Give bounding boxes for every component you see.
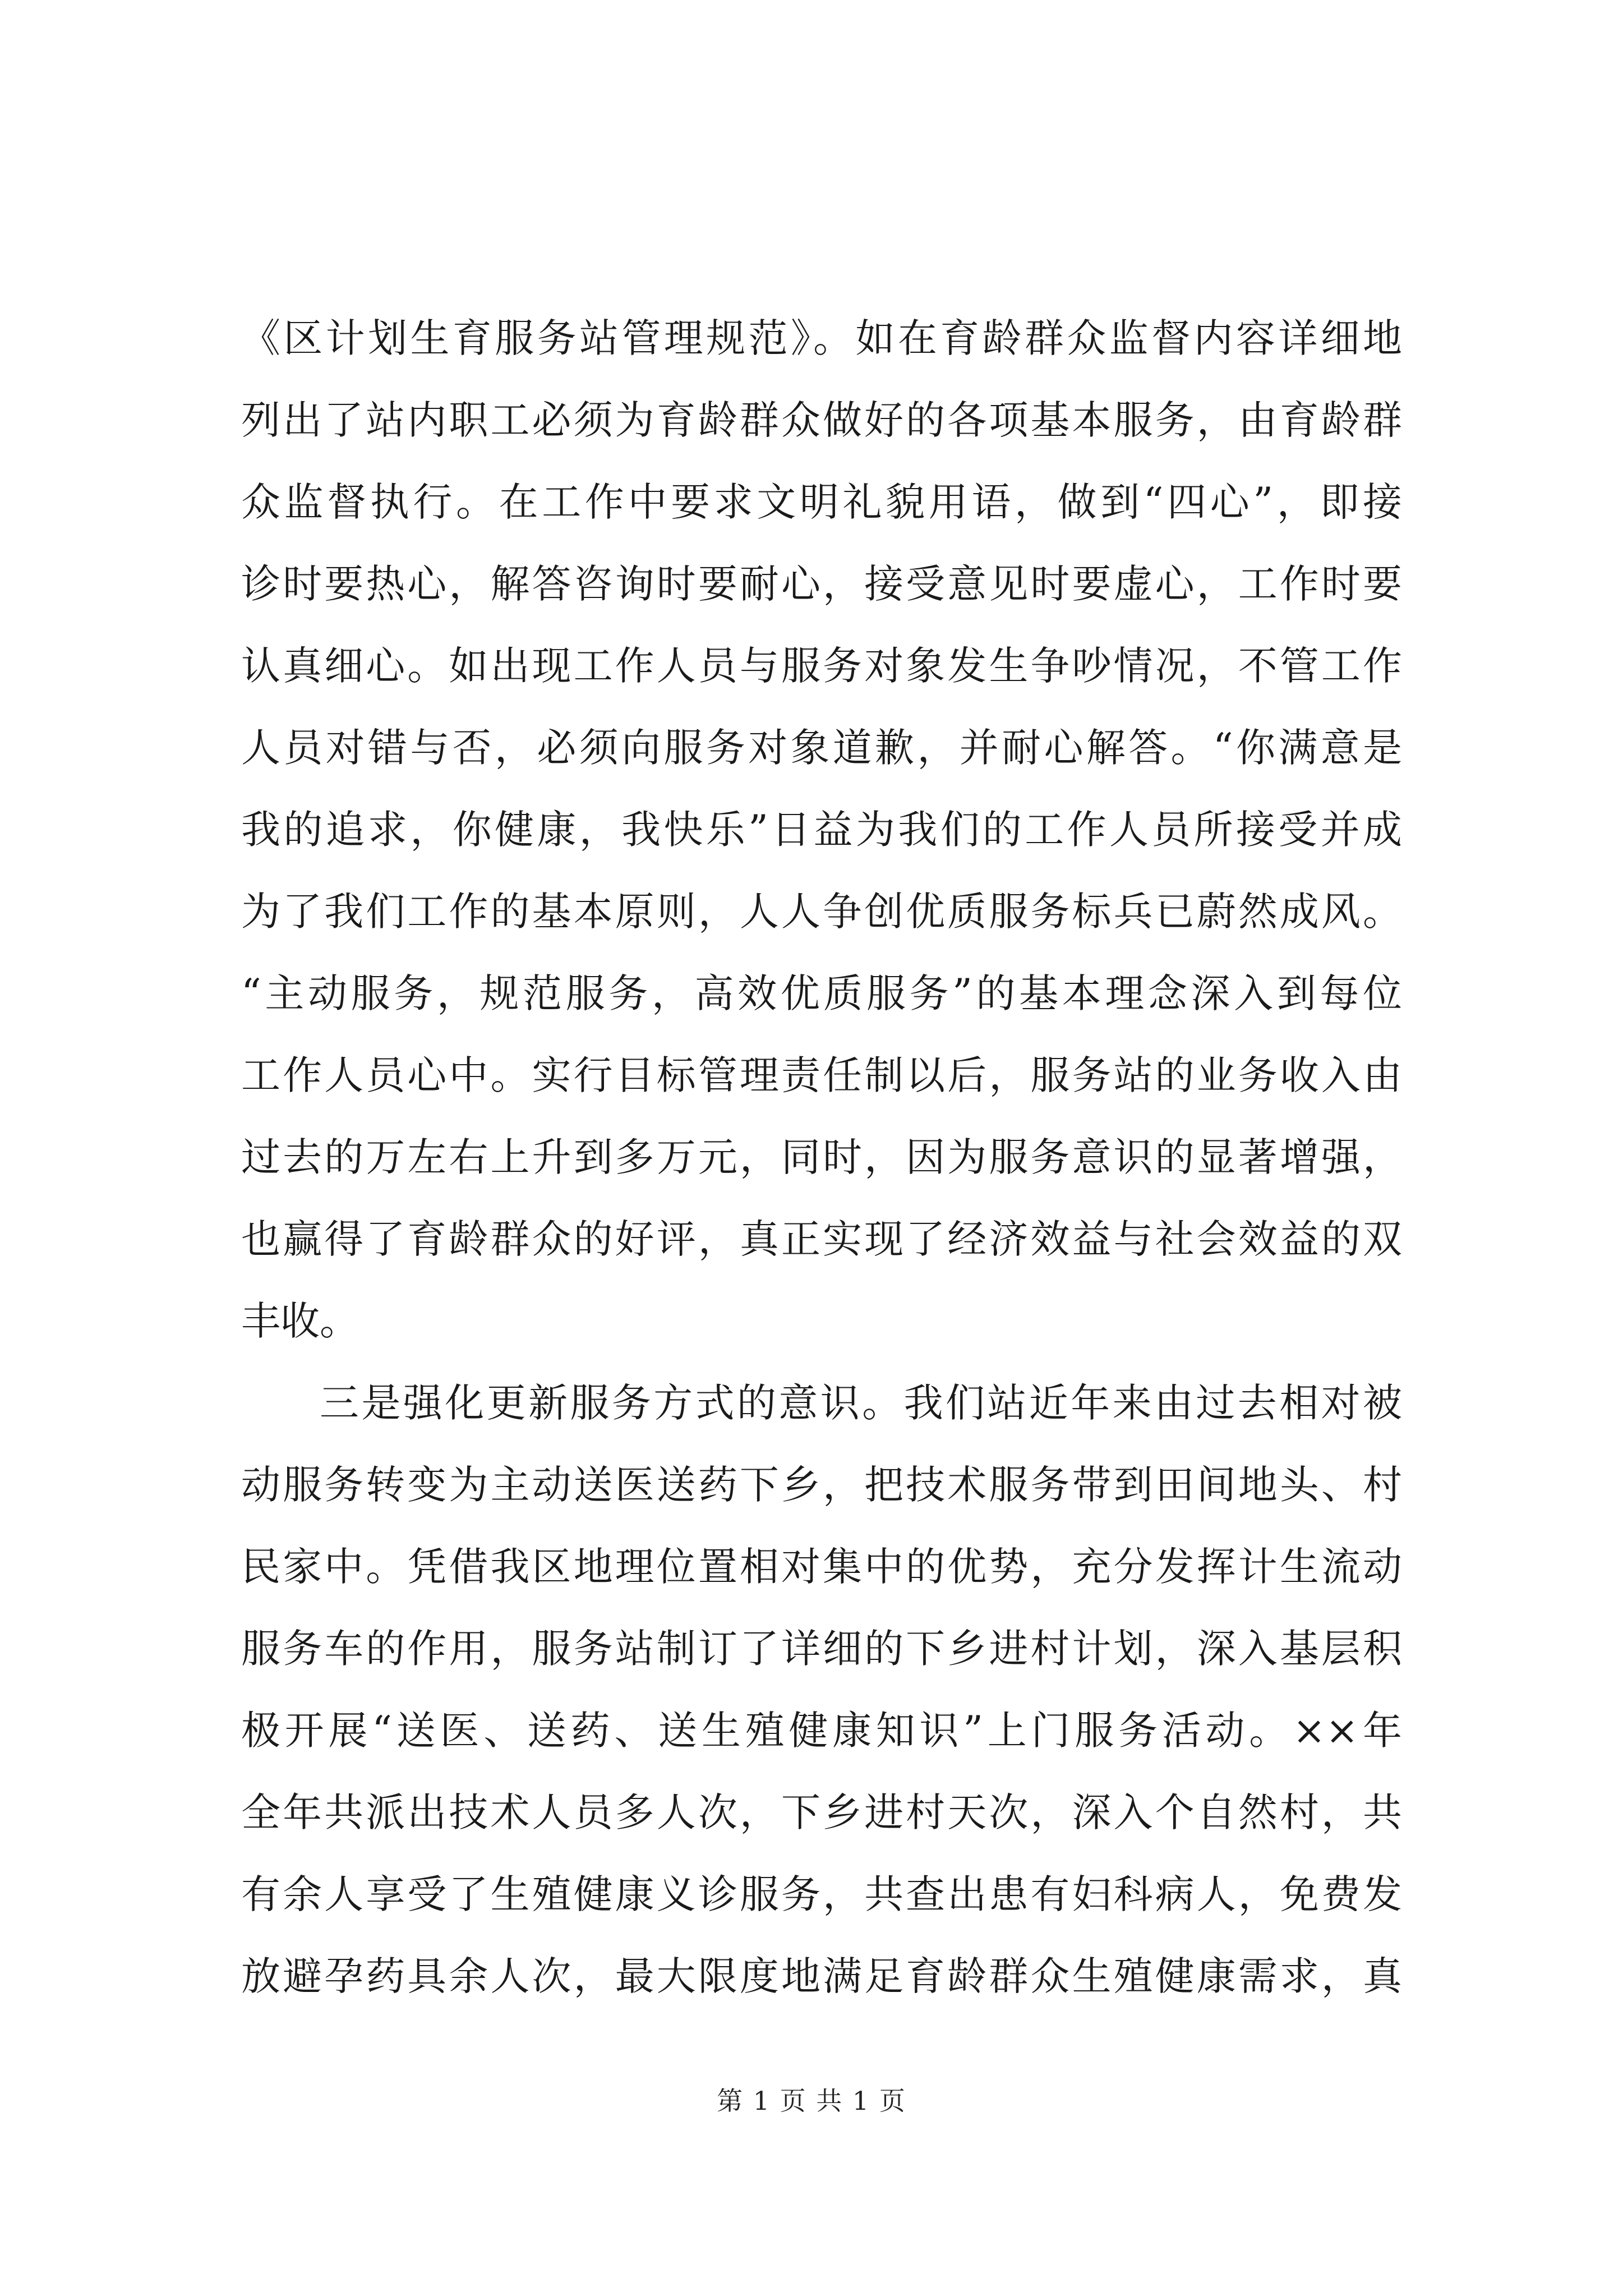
text-line: 服务车的作用，服务站制订了详细的下乡进村计划，深入基层积 (241, 1626, 1402, 1672)
text-line: “主动服务，规范服务，高效优质服务”的基本理念深入到每位 (241, 970, 1402, 1016)
paragraph-2 (241, 1362, 1402, 2017)
text-line: 也赢得了育龄群众的好评，真正实现了经济效益与社会效益的双 (241, 1216, 1402, 1262)
text-line: 诊时要热心，解答咨询时要耐心，接受意见时要虚心，工作时要 (241, 561, 1402, 607)
text-line: 极开展“送医、送药、送生殖健康知识”上门服务活动。××年 (241, 1708, 1402, 1754)
text-line: 丰收。 (241, 1298, 359, 1344)
page-number-footer: 第 1 页 共 1 页 (717, 2086, 906, 2116)
text-line: 过去的万左右上升到多万元，同时，因为服务意识的显著增强， (241, 1134, 1402, 1180)
text-line: 民家中。凭借我区地理位置相对集中的优势，充分发挥计生流动 (241, 1544, 1402, 1590)
text-line: 动服务转变为主动送医送药下乡，把技术服务带到田间地头、村 (241, 1462, 1402, 1508)
text-line: 认真细心。如出现工作人员与服务对象发生争吵情况，不管工作 (241, 643, 1402, 689)
text-line: 放避孕药具余人次，最大限度地满足育龄群众生殖健康需求，真 (241, 1953, 1402, 1999)
text-line: 《区计划生育服务站管理规范》。如在育龄群众监督内容详细地 (241, 315, 1402, 361)
text-line: 列出了站内职工必须为育龄群众做好的各项基本服务，由育龄群 (241, 397, 1402, 443)
text-line: 人员对错与否，必须向服务对象道歉，并耐心解答。“你满意是 (241, 725, 1402, 771)
text-line: 全年共派出技术人员多人次，下乡进村天次，深入个自然村，共 (241, 1789, 1402, 1835)
text-line: 工作人员心中。实行目标管理责任制以后，服务站的业务收入由 (241, 1052, 1402, 1098)
document-body (241, 297, 1402, 2017)
text-line: 有余人享受了生殖健康义诊服务，共查出患有妇科病人，免费发 (241, 1871, 1402, 1917)
text-line: 我的追求，你健康，我快乐”日益为我们的工作人员所接受并成 (241, 807, 1402, 853)
paragraph-1 (241, 297, 1402, 1362)
text-line: 众监督执行。在工作中要求文明礼貌用语，做到“四心”，即接 (241, 479, 1402, 525)
text-line: 为了我们工作的基本原则，人人争创优质服务标兵已蔚然成风。 (241, 889, 1402, 935)
text-line: 三是强化更新服务方式的意识。我们站近年来由过去相对被 (320, 1380, 1402, 1426)
